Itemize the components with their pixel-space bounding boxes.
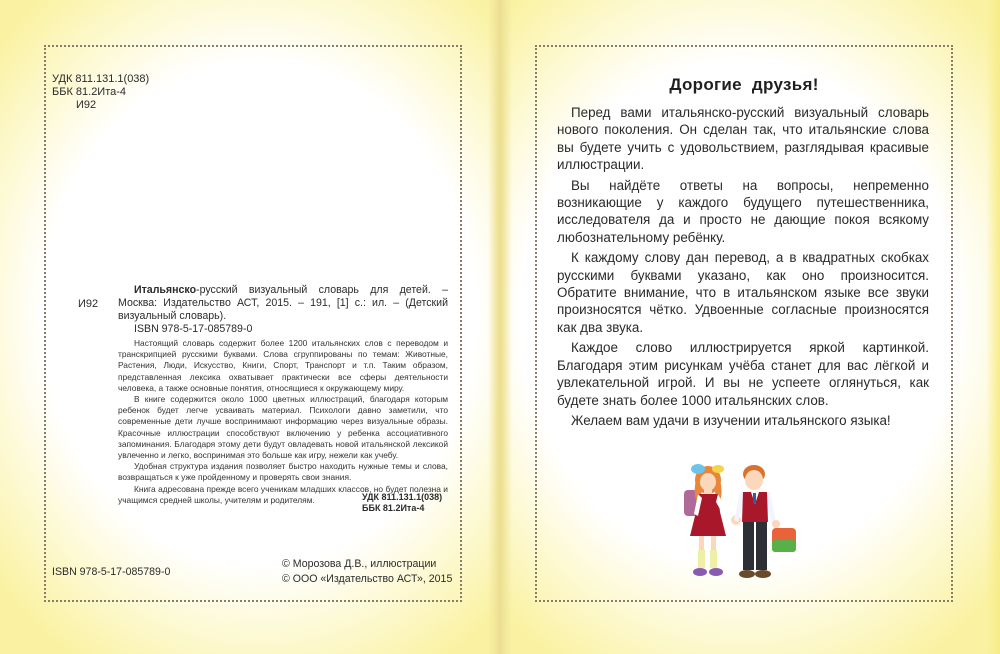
greeting-title: Дорогие друзья!: [669, 75, 819, 94]
annotation: [118, 338, 448, 506]
book-spine: [488, 0, 512, 654]
greeting-paragraph: Вы найдёте ответы на вопросы, непременно возникающие у каждого будущего путешественника, исследователя да и просто не дающие покоя всякому любознательному ребёнку.: [557, 177, 929, 245]
catalog-bbk: ББК 81.2Ита-4: [362, 503, 425, 513]
greeting-body: [557, 104, 929, 432]
copyright-publisher: © ООО «Издательство АСТ», 2015: [282, 573, 453, 585]
catalog-udk: УДК 811.131.1(038): [362, 492, 443, 502]
bibliographic-entry: [118, 284, 448, 323]
greeting-paragraph: Перед вами итальянско-русский визуальный словарь нового поколения. Он сделан так, что итальянские слова вы будете учить с удовольствием, разглядывая красивые иллюстрации.: [557, 105, 929, 173]
annotation-paragraph: Настоящий словарь содержит более 1200 итальянских слов с переводом и транскрипцией русскими буквами. Слова сгруппированы по темам: Животные, Растения, Люди, Искусство, Книги, Спорт, Транспорт и т.п. Таким образом, представленная лексика охватывает практически все сферы деятельности человека, а также основные понятия, относящиеся к окружающему миру.: [118, 338, 448, 393]
greeting-paragraph: К каждому слову дан перевод, а в квадратных скобках русскими буквами указано, как оно произносится. Обратите внимание, что в итальянском языке все звуки произносятся чётко. Удвоенные согласные произносятся как два звука.: [557, 250, 929, 335]
catalog-classification: [362, 492, 442, 514]
copyright-block: [282, 557, 452, 587]
greeting-paragraph: Желаем вам удачи в изучении итальянского языка!: [571, 412, 891, 428]
entry-title-bold: Итальянско: [134, 284, 197, 296]
footer-isbn: ISBN 978-5-17-085789-0: [52, 566, 171, 578]
schoolchildren-illustration: [680, 462, 820, 586]
greeting-paragraph: Каждое слово иллюстрируется яркой картинкой. Благодаря этим рисункам учёба станет для вас лёгкой и увлекательной игрой. И вы не успеете оглянуться, как будете знать более 1000 итальянских слов.: [557, 340, 929, 408]
left-page-dotted-frame: [44, 45, 462, 602]
annotation-paragraph: Удобная структура издания позволяет быстро находить нужные темы и слова, возвращаться к уже пройденному и проверять свои знания.: [118, 461, 448, 483]
udk-header: [52, 73, 149, 112]
bbk-code: ББК 81.2Ита-4: [52, 86, 127, 98]
udk-code: УДК 811.131.1(038): [52, 73, 150, 85]
copyright-illustrations: © Морозова Д.В., иллюстрации: [282, 558, 437, 570]
author-code: И92: [76, 99, 97, 111]
catalog-isbn: ISBN 978-5-17-085789-0: [134, 323, 253, 335]
page-edge: [986, 0, 1000, 654]
annotation-paragraph: Книга адресована прежде всего ученикам младших классов, но будет полезна и учащимся средней школы, учителям и родителям.: [118, 483, 448, 505]
entry-title-rest: -русский визуальный словарь для детей. – Москва: Издательство АСТ, 2015. – 191, [1] с.: ил. – (Детский визуальный словарь).: [118, 284, 448, 322]
annotation-paragraph: В книге содержится около 1000 цветных иллюстраций, благодаря которым ребенок будет легче усваивать материал. Психологи давно заметили, что современные дети лучше воспринимают информацию через визуальные образы. Красочные иллюстрации способствуют включению у ребенка ассоциативного запоминания. Благодаря этому дети будут овладевать новой итальянской лексикой увлеченно и легко, воспринимая это больше как игру, нежели как учебу.: [118, 394, 448, 461]
catalog-author-code: И92: [78, 298, 99, 310]
